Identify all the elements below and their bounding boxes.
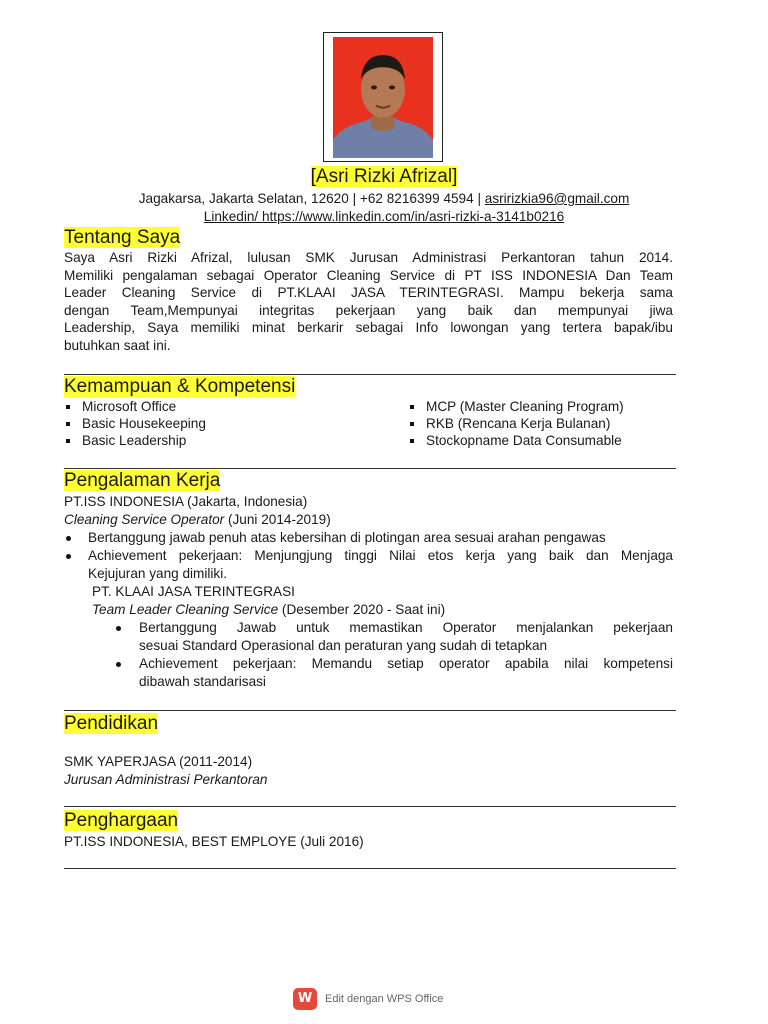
profile-photo-frame (323, 32, 443, 162)
job-bullet-cont: sesuai Standard Operasional dan peraturan yang sudah di tetapkan (139, 638, 548, 653)
section-title-skills: Kemampuan & Kompetensi (64, 376, 296, 397)
linkedin-link[interactable]: Linkedin/ https://www.linkedin.com/in/asri-rizki-a-3141b0216 (203, 209, 565, 224)
skill-item: RKB (Rencana Kerja Bulanan) (426, 416, 611, 431)
job-bullet: Achievement pekerjaan: Menjungjung tinggi Nilai etos kerja yang baik dan Menjaga (88, 548, 673, 563)
person-portrait-icon (333, 37, 433, 158)
skill-item: Stockopname Data Consumable (426, 433, 622, 448)
address: Jagakarsa, Jakarta Selatan, 12620 | (138, 191, 357, 206)
job-role: Team Leader Cleaning Service (92, 602, 279, 617)
section-title-awards: Penghargaan (64, 810, 179, 831)
bullet-dot-icon (66, 554, 71, 559)
skill-item: MCP (Master Cleaning Program) (426, 399, 624, 414)
email-link[interactable]: asririzkia96@gmail.com (484, 191, 630, 206)
section-title-education: Pendidikan (64, 713, 159, 734)
section-title-experience: Pengalaman Kerja (64, 470, 221, 491)
bullet-dot-icon (116, 626, 121, 631)
bullet-square-icon (66, 422, 70, 426)
job-period: (Desember 2020 - Saat ini) (278, 602, 446, 617)
divider (64, 806, 676, 807)
wps-footer[interactable] (293, 988, 493, 1010)
job-bullet-cont: dibawah standarisasi (139, 674, 266, 689)
bullet-dot-icon (116, 662, 121, 667)
phone: +62 8216399 4594 (359, 191, 474, 206)
about-paragraph: Saya Asri Rizki Afrizal, lulusan SMK Jurusan Administrasi Perkantoran tahun 2014. Memiliki pengalaman sebagai Operator Cleaning Service di PT ISS INDONESIA Dan Team Leader Cleaning Service di PT.KLAAI JASA TERINTEGRASI. Mampu bekerja sama dengan Team,Mempunyai integritas pekerjaan yang baik dan mempunyai jiwa Leadership, Saya memiliki minat berkarir sebagai Info lowongan yang tertera bapak/ibu butuhkan saat ini. (64, 250, 673, 353)
skill-item: Microsoft Office (82, 399, 177, 414)
candidate-name: [Asri Rizki Afrizal] (310, 166, 458, 187)
wps-footer-text: Edit dengan WPS Office (325, 993, 444, 1005)
job-role-line (92, 601, 445, 619)
separator: | (477, 191, 481, 206)
school-name: SMK YAPERJASA (2011-2014) (64, 754, 253, 769)
job-company: PT.ISS INDONESIA (Jakarta, Indonesia) (64, 494, 308, 509)
job-role-line (64, 511, 331, 529)
job-role: Cleaning Service Operator (64, 512, 225, 527)
award-item: PT.ISS INDONESIA, BEST EMPLOYE (Juli 2016) (64, 834, 364, 849)
job-bullet-cont: Kejujuran yang dimiliki. (88, 566, 228, 581)
section-title-about: Tentang Saya (64, 227, 181, 248)
linkedin-line (0, 208, 768, 226)
bullet-dot-icon (66, 536, 71, 541)
divider (64, 710, 676, 711)
job-bullet: Achievement pekerjaan: Memandu setiap operator apabila nilai kompetensi (139, 656, 673, 671)
school-major: Jurusan Administrasi Perkantoran (64, 772, 268, 787)
skill-item: Basic Housekeeping (82, 416, 206, 431)
divider (64, 868, 676, 869)
bullet-square-icon (410, 405, 414, 409)
skill-item: Basic Leadership (82, 433, 187, 448)
bullet-square-icon (410, 439, 414, 443)
bullet-square-icon (66, 405, 70, 409)
job-bullet: Bertanggung jawab penuh atas kebersihan di plotingan area sesuai arahan pengawas (88, 530, 606, 545)
job-bullet: Bertanggung Jawab untuk memastikan Operator menjalankan pekerjaan (139, 620, 673, 635)
wps-logo-icon: W (293, 988, 317, 1010)
profile-photo (333, 37, 433, 158)
bullet-square-icon (66, 439, 70, 443)
job-period: (Juni 2014-2019) (224, 512, 331, 527)
bullet-square-icon (410, 422, 414, 426)
job-company: PT. KLAAI JASA TERINTEGRASI (92, 584, 295, 599)
divider (64, 374, 676, 375)
divider (64, 468, 676, 469)
contact-line (0, 190, 768, 208)
